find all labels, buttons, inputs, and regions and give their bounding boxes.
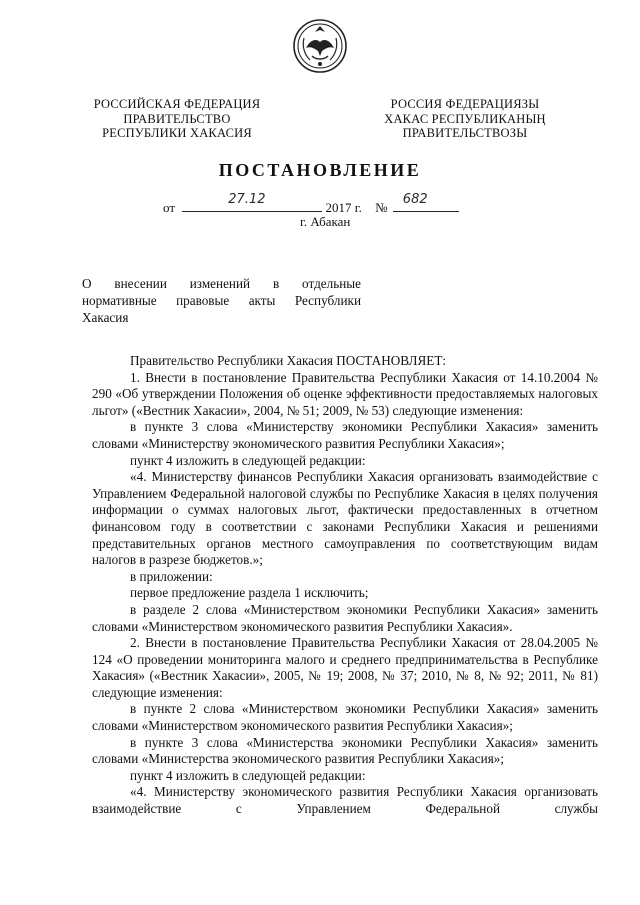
subject-line: О внесении изменений в отдельные bbox=[82, 276, 361, 291]
document-body bbox=[92, 353, 598, 818]
header-right-line: РОССИЯ ФЕДЕРАЦИЯЗЫ bbox=[390, 97, 540, 111]
date-prefix: от bbox=[163, 200, 176, 215]
header-left-line: ПРАВИТЕЛЬСТВО bbox=[123, 111, 231, 126]
header-right-line: ХАКАС РЕСПУБЛИКАНЫҢ bbox=[384, 111, 546, 126]
body-paragraph: «4. Министерству экономического развития Республики Хакасия организовать взаимодействие с Управлением Федеральной службы bbox=[92, 784, 598, 817]
document-title: ПОСТАНОВЛЕНИЕ bbox=[218, 160, 422, 180]
subject-line: Хакасия bbox=[82, 310, 129, 325]
body-paragraph: пункт 4 изложить в следующей редакции: bbox=[130, 452, 366, 468]
coat-of-arms-icon bbox=[292, 18, 348, 74]
header-right bbox=[370, 97, 560, 141]
body-paragraph: в приложении: bbox=[130, 568, 213, 584]
body-paragraph: пункт 4 изложить в следующей редакции: bbox=[130, 767, 366, 783]
body-paragraph: Правительство Республики Хакасия ПОСТАНОВЛЯЕТ: bbox=[130, 353, 447, 368]
body-paragraph: в пункте 3 слова «Министерству экономики Республики Хакасия» заменить словами «Министерству экономического развития Республики Хакасия»; bbox=[92, 419, 598, 451]
number-field bbox=[393, 192, 459, 212]
header-left bbox=[82, 97, 272, 141]
body-paragraph: «4. Министерству финансов Республики Хакасия организовать взаимодействие с Управлением Федеральной налоговой службы по Республике Хакасия в целях получения информации о суммах налоговых льгот, фактически предоставленных в отчетном финансовом году в соответствии с законами Республики Хакасия и решениями представительных органов местного самоуправления по соответствующим видам налогов в разрезе бюджетов.»; bbox=[92, 469, 598, 568]
header-left-line: РОССИЙСКАЯ ФЕДЕРАЦИЯ bbox=[93, 97, 261, 111]
header-left-line: РЕСПУБЛИКИ ХАКАСИЯ bbox=[102, 126, 252, 141]
body-paragraph: в пункте 2 слова «Министерством экономики Республики Хакасия» заменить словами «Министерством экономического развития Республики Хакасия»; bbox=[92, 701, 598, 734]
date-value: 27.12 bbox=[228, 192, 266, 207]
number-value: 682 bbox=[402, 192, 428, 207]
header-right-line: ПРАВИТЕЛЬСТВОЗЫ bbox=[402, 126, 528, 141]
city-label: г. Абакан bbox=[300, 214, 351, 229]
subject-line: нормативные правовые акты Республики bbox=[82, 293, 361, 308]
number-sign: № bbox=[375, 200, 388, 215]
body-paragraph: в разделе 2 слова «Министерством экономики Республики Хакасия» заменить словами «Министерством экономического развития Республики Хакасия». bbox=[92, 601, 598, 634]
body-paragraph: в пункте 3 слова «Министерства экономики Республики Хакасия» заменить словами «Министерства экономического развития Республики Хакасия»; bbox=[92, 734, 598, 767]
date-field bbox=[182, 192, 322, 212]
body-paragraph: 1. Внести в постановление Правительства Республики Хакасия от 14.10.2004 № 290 «Об утверждении Положения об оценке эффективности предоставляемых налоговых льгот» («Вестник Хакасии», 2004, № 51; 2009, № 53) следующие изменения: bbox=[92, 369, 598, 418]
body-paragraph: 2. Внести в постановление Правительства Республики Хакасия от 28.04.2005 № 124 «О проведении мониторинга малого и среднего предпринимательства в Республике Хакасия» («Вестник Хакасии», 2005, № 19; 2008, № 37; 2010, № 8, № 92; 2011, № 81) следующие изменения: bbox=[92, 635, 598, 700]
year-label: 2017 г. bbox=[325, 200, 362, 215]
document-subject bbox=[82, 275, 361, 326]
body-paragraph: первое предложение раздела 1 исключить; bbox=[130, 585, 369, 601]
